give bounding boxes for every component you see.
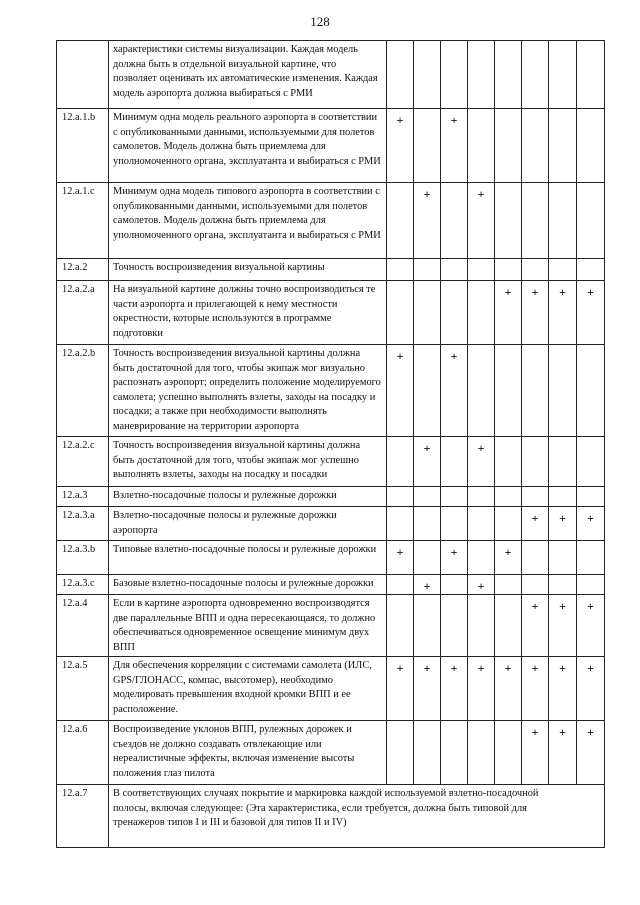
- applicability-mark: [441, 487, 468, 507]
- table-row: [57, 487, 605, 507]
- applicability-mark: [441, 259, 468, 281]
- applicability-mark: +: [441, 541, 468, 575]
- applicability-mark: +: [522, 281, 549, 345]
- applicability-mark: [577, 487, 605, 507]
- applicability-mark: [441, 281, 468, 345]
- applicability-mark: [387, 437, 414, 487]
- applicability-mark: [577, 41, 605, 109]
- applicability-mark: [414, 541, 441, 575]
- applicability-mark: [495, 345, 522, 437]
- applicability-mark: +: [414, 437, 441, 487]
- applicability-mark: [468, 345, 495, 437]
- applicability-mark: [387, 507, 414, 541]
- applicability-mark: [387, 183, 414, 259]
- row-description: Типовые взлетно-посадочные полосы и рулежные дорожки: [109, 541, 387, 575]
- table-row: [57, 259, 605, 281]
- applicability-mark: [495, 595, 522, 657]
- applicability-mark: [495, 507, 522, 541]
- applicability-mark: +: [495, 657, 522, 721]
- applicability-mark: [414, 721, 441, 785]
- applicability-mark: [468, 507, 495, 541]
- row-code: 12.a.3.b: [57, 541, 109, 575]
- table-row: [57, 657, 605, 721]
- applicability-mark: +: [414, 575, 441, 595]
- applicability-mark: [468, 259, 495, 281]
- row-description: Базовые взлетно-посадочные полосы и рулежные дорожки: [109, 575, 387, 595]
- applicability-mark: [468, 109, 495, 183]
- applicability-mark: +: [522, 595, 549, 657]
- applicability-mark: [468, 721, 495, 785]
- table-row: [57, 507, 605, 541]
- applicability-mark: [495, 183, 522, 259]
- applicability-mark: +: [549, 721, 577, 785]
- applicability-mark: +: [577, 281, 605, 345]
- applicability-mark: +: [441, 345, 468, 437]
- applicability-mark: +: [549, 507, 577, 541]
- table-row: [57, 595, 605, 657]
- row-code: 12.a.2: [57, 259, 109, 281]
- row-code: 12.a.3.a: [57, 507, 109, 541]
- applicability-mark: [468, 541, 495, 575]
- applicability-mark: [414, 109, 441, 183]
- applicability-mark: [495, 721, 522, 785]
- applicability-mark: [495, 41, 522, 109]
- applicability-mark: +: [414, 183, 441, 259]
- applicability-mark: [522, 345, 549, 437]
- applicability-mark: +: [577, 507, 605, 541]
- row-description: Минимум одна модель реального аэропорта в соответствии с опубликованными данными, используемыми для полетов самолетов. Модель должна быть приемлема для уполномоченного органа, эксплуатанта и выбираться с РМИ: [109, 109, 387, 183]
- applicability-mark: [468, 595, 495, 657]
- applicability-mark: +: [522, 507, 549, 541]
- applicability-mark: [387, 487, 414, 507]
- table-row: [57, 721, 605, 785]
- applicability-mark: [441, 183, 468, 259]
- applicability-mark: [577, 541, 605, 575]
- applicability-mark: [495, 575, 522, 595]
- applicability-mark: +: [577, 657, 605, 721]
- applicability-mark: [468, 281, 495, 345]
- table-row: [57, 41, 605, 109]
- applicability-mark: [414, 259, 441, 281]
- applicability-mark: [577, 345, 605, 437]
- applicability-mark: [414, 41, 441, 109]
- applicability-mark: [387, 575, 414, 595]
- applicability-mark: +: [468, 657, 495, 721]
- applicability-mark: +: [414, 657, 441, 721]
- applicability-mark: [549, 259, 577, 281]
- applicability-mark: [387, 259, 414, 281]
- applicability-mark: [441, 437, 468, 487]
- applicability-mark: +: [387, 109, 414, 183]
- row-code: 12.a.2.b: [57, 345, 109, 437]
- table-row: [57, 785, 605, 848]
- table-row: [57, 575, 605, 595]
- applicability-mark: +: [441, 657, 468, 721]
- applicability-mark: [441, 507, 468, 541]
- row-code: 12.a.1.c: [57, 183, 109, 259]
- row-code: 12.a.4: [57, 595, 109, 657]
- applicability-mark: [495, 437, 522, 487]
- table-row: [57, 109, 605, 183]
- applicability-mark: +: [549, 595, 577, 657]
- applicability-mark: +: [387, 657, 414, 721]
- applicability-mark: +: [441, 109, 468, 183]
- applicability-mark: [387, 595, 414, 657]
- applicability-mark: +: [468, 575, 495, 595]
- applicability-mark: [577, 259, 605, 281]
- row-code: 12.a.5: [57, 657, 109, 721]
- row-description: Точность воспроизведения визуальной картины должна быть достаточной для того, чтобы экипаж мог успешно выполнять взлеты, заходы на посадку и посадки: [109, 437, 387, 487]
- row-description: Взлетно-посадочные полосы и рулежные дорожки: [109, 487, 387, 507]
- applicability-mark: [414, 507, 441, 541]
- row-description: В соответствующих случаях покрытие и маркировка каждой используемой взлетно-посадочной полосы, включая следующее: (Эта характеристика, если требуется, должна быть типовой для тренажеров типов I и III и базовой для типов II и IV): [109, 785, 605, 848]
- applicability-mark: [522, 183, 549, 259]
- row-description: Взлетно-посадочные полосы и рулежные дорожки аэропорта: [109, 507, 387, 541]
- row-description: Точность воспроизведения визуальной картины должна быть достаточной для того, чтобы экипаж мог визуально распознать аэропорт; определить положение моделируемого самолета; успешно выполнять взлеты, заходы на посадку и посадки; а также при необходимости выполнять маневрирование на территории аэропорта: [109, 345, 387, 437]
- applicability-mark: [495, 487, 522, 507]
- row-code: [57, 41, 109, 109]
- applicability-mark: [522, 41, 549, 109]
- table-row: [57, 345, 605, 437]
- applicability-mark: [577, 575, 605, 595]
- applicability-mark: +: [495, 281, 522, 345]
- row-code: 12.a.2.a: [57, 281, 109, 345]
- applicability-mark: [549, 345, 577, 437]
- applicability-mark: [549, 109, 577, 183]
- applicability-mark: [549, 183, 577, 259]
- applicability-mark: +: [577, 595, 605, 657]
- applicability-mark: [414, 281, 441, 345]
- applicability-mark: +: [387, 345, 414, 437]
- applicability-mark: +: [387, 541, 414, 575]
- applicability-mark: [387, 281, 414, 345]
- applicability-mark: [441, 41, 468, 109]
- applicability-mark: [577, 437, 605, 487]
- row-description: Если в картине аэропорта одновременно воспроизводятся две параллельные ВПП и одна пересекающаяся, то должно обеспечиваться одновременное освещение минимум двух ВПП: [109, 595, 387, 657]
- row-code: 12.a.2.c: [57, 437, 109, 487]
- applicability-mark: [577, 183, 605, 259]
- applicability-mark: [414, 345, 441, 437]
- applicability-mark: +: [495, 541, 522, 575]
- table-body: [57, 41, 605, 848]
- row-description: Воспроизведение уклонов ВПП, рулежных дорожек и съездов не должно создавать отвлекающие или нереалистичные эффекты, включая изменение высоты положения глаз пилота: [109, 721, 387, 785]
- applicability-mark: [414, 595, 441, 657]
- row-description: характеристики системы визуализации. Каждая модель должна быть в отдельной визуальной картине, что позволяет оценивать их автоматические изменения. Каждая модель аэропорта должна выбираться с РМИ: [109, 41, 387, 109]
- row-description: Минимум одна модель типового аэропорта в соответствии с опубликованными данными, используемыми для полетов самолетов. Модель должна быть приемлема для уполномоченного органа, эксплуатанта и выбираться с РМИ: [109, 183, 387, 259]
- requirements-table: [56, 40, 605, 848]
- applicability-mark: [549, 41, 577, 109]
- applicability-mark: [441, 575, 468, 595]
- applicability-mark: [522, 437, 549, 487]
- applicability-mark: [522, 541, 549, 575]
- applicability-mark: [468, 487, 495, 507]
- applicability-mark: [468, 41, 495, 109]
- applicability-mark: +: [468, 183, 495, 259]
- applicability-mark: +: [522, 657, 549, 721]
- applicability-mark: +: [549, 281, 577, 345]
- applicability-mark: [549, 437, 577, 487]
- applicability-mark: [441, 595, 468, 657]
- row-description: Для обеспечения корреляции с системами самолета (ИЛС, GPS/ГЛОНАСС, компас, высотомер), необходимо моделировать превышения входной кромки ВПП и ее расположение.: [109, 657, 387, 721]
- applicability-mark: [577, 109, 605, 183]
- applicability-mark: [387, 41, 414, 109]
- page-number: 128: [310, 14, 330, 29]
- row-code: 12.a.7: [57, 785, 109, 848]
- applicability-mark: [522, 575, 549, 595]
- table-row: [57, 437, 605, 487]
- applicability-mark: +: [577, 721, 605, 785]
- applicability-mark: [522, 109, 549, 183]
- row-code: 12.a.6: [57, 721, 109, 785]
- applicability-mark: [387, 721, 414, 785]
- applicability-mark: [441, 721, 468, 785]
- row-description: Точность воспроизведения визуальной картины: [109, 259, 387, 281]
- row-code: 12.a.3.c: [57, 575, 109, 595]
- table-row: [57, 541, 605, 575]
- table-row: [57, 281, 605, 345]
- row-description: На визуальной картине должны точно воспроизводиться те части аэропорта и прилегающей к нему местности окрестности, которые используются в программе подготовки: [109, 281, 387, 345]
- applicability-mark: [495, 109, 522, 183]
- table-row: [57, 183, 605, 259]
- applicability-mark: [549, 541, 577, 575]
- applicability-mark: [549, 487, 577, 507]
- applicability-mark: [522, 487, 549, 507]
- applicability-mark: [414, 487, 441, 507]
- applicability-mark: [549, 575, 577, 595]
- applicability-mark: +: [549, 657, 577, 721]
- applicability-mark: [522, 259, 549, 281]
- row-code: 12.a.3: [57, 487, 109, 507]
- applicability-mark: [495, 259, 522, 281]
- applicability-mark: +: [522, 721, 549, 785]
- applicability-mark: +: [468, 437, 495, 487]
- row-code: 12.a.1.b: [57, 109, 109, 183]
